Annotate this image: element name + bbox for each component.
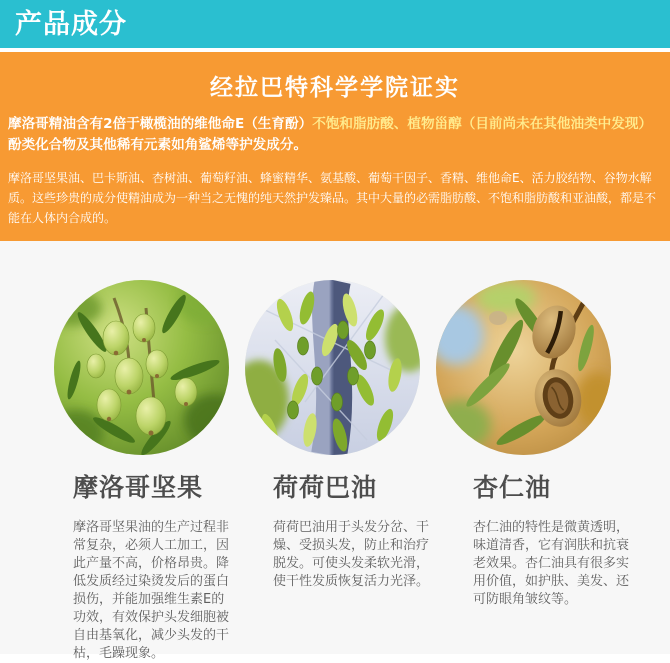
lead-paragraph bbox=[8, 114, 662, 156]
ingredient-description: 杏仁油的特性是微黄透明，味道清香，它有润肤和抗衰老效果。杏仁油具有很多实用价值，如护肤、美发、还可防眼角皱纹等。 bbox=[473, 520, 630, 607]
ingredient-description: 荷荷巴油用于头发分岔、干燥、受损头发，防止和治疗脱发。可使头发柔软光滑，使干性发质恢复活力光泽。 bbox=[273, 520, 430, 589]
ingredient-photo-argan bbox=[54, 280, 229, 455]
ingredient-name: 杏仁油 bbox=[473, 473, 552, 502]
lead-highlight-text: 不饱和脂肪酸、植物甾醇（目前尚未在其他油类中发现） bbox=[312, 116, 653, 132]
intro-section bbox=[0, 52, 670, 241]
ingredient-photo-jojoba bbox=[245, 280, 420, 455]
ingredient-name: 荷荷巴油 bbox=[273, 473, 378, 502]
ingredient-photo-almond bbox=[436, 280, 611, 455]
almond-branch-photo bbox=[436, 280, 611, 455]
ingredients-section bbox=[0, 241, 670, 661]
lead-text: 酚类化合物及其他稀有元素如角鲨烯等护发成分。 bbox=[8, 137, 308, 153]
lead-text: 摩洛哥精油含有2倍于橄榄油的维他命E（生育酚） bbox=[8, 116, 313, 132]
argan-fruits-photo bbox=[54, 280, 229, 455]
ingredient-name: 摩洛哥坚果 bbox=[73, 473, 204, 502]
ingredient-column-argan bbox=[73, 468, 231, 663]
ingredient-photos-row bbox=[0, 280, 670, 455]
ingredient-column-almond bbox=[473, 468, 631, 663]
jojoba-plant-photo bbox=[245, 280, 420, 455]
science-claim-title: 经拉巴特科学学院证实 bbox=[210, 75, 460, 101]
ingredient-list-paragraph: 摩洛哥坚果油、巴卡斯油、杏树油、葡萄籽油、蜂蜜精华、氨基酸、葡萄干因子、香精、维他命E、活力胶结物、谷物水解质。这些珍贵的成分使精油成为一种当之无愧的纯天然护发臻品。其中大量的必需脂肪酸、不饱和脂肪酸和亚油酸，都是不能在人体内合成的。 bbox=[8, 171, 657, 225]
ingredient-columns-row bbox=[0, 468, 670, 663]
page-title: 产品成分 bbox=[15, 9, 127, 40]
ingredient-column-jojoba bbox=[273, 468, 431, 663]
ingredient-description: 摩洛哥坚果油的生产过程非常复杂，必须人工加工，因此产量不高，价格昂贵。降低发质经过染烫发后的蛋白损伤，并能加强维生素E的功效，有效保护头发细胞被自由基氧化，减少头发的干枯，毛躁现象。 bbox=[73, 520, 230, 661]
section-header-banner bbox=[0, 0, 670, 48]
